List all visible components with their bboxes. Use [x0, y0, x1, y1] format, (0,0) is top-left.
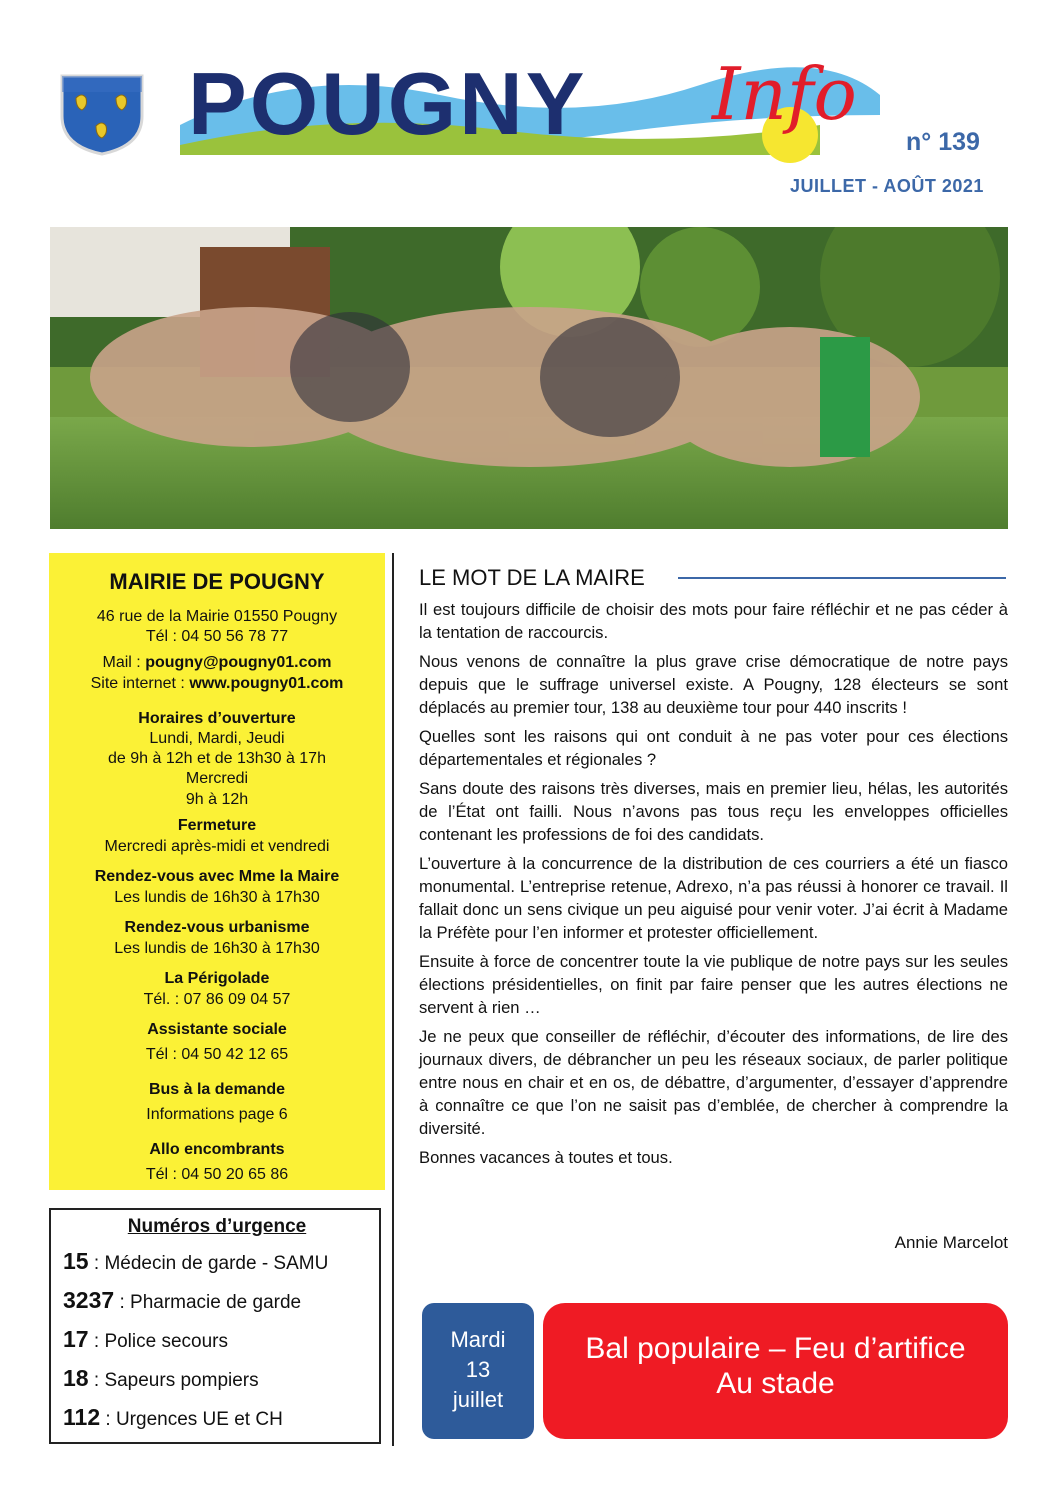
editorial-paragraph: Nous venons de connaître la plus grave crise démocratique de notre pays depuis que le suffrage universel existe. A Pougny, 128 électeurs se sont déplacés au premier tour, 138 au deuxième tour pour 440 inscrits ! — [419, 652, 1008, 717]
issue-number: n° 139 — [906, 128, 980, 156]
column-divider — [392, 553, 394, 1446]
emergency-item: 18 : Sapeurs pompiers — [63, 1365, 259, 1391]
bus-text: Informations page 6 — [146, 1106, 288, 1123]
heading-rule — [678, 577, 1006, 579]
horaires-hours: de 9h à 12h et de 13h30 à 17h — [108, 750, 326, 767]
emergency-item: 3237 : Pharmacie de garde — [63, 1287, 302, 1313]
emergency-numbers-box — [49, 1208, 381, 1444]
event-title — [543, 1331, 1008, 1401]
editorial-paragraph: Bonnes vacances à toutes et tous. — [419, 1148, 673, 1167]
assistante-phone: Tél : 04 50 42 12 65 — [145, 1046, 289, 1063]
editorial-paragraph: Quelles sont les raisons qui ont conduit à ne pas voter pour ces élections départementales et régionales ? — [419, 727, 1008, 769]
rdv-maire-text: Les lundis de 16h30 à 17h30 — [114, 889, 320, 906]
event-month: juillet — [452, 1387, 504, 1412]
horaires-title: Horaires d’ouverture — [138, 710, 296, 727]
group-photo — [50, 227, 1008, 529]
mairie-address: 46 rue de la Mairie 01550 Pougny — [96, 608, 338, 625]
issue-date: JUILLET - AOÛT 2021 — [790, 176, 984, 196]
rdv-maire-title: Rendez-vous avec Mme la Maire — [94, 868, 340, 885]
editorial-signature: Annie Marcelot — [894, 1233, 1008, 1252]
perigolade-title: La Périgolade — [164, 970, 270, 987]
editorial-heading: LE MOT DE LA MAIRE — [419, 565, 645, 590]
mairie-mail-line — [49, 653, 385, 673]
horaires-wednesday-hours: 9h à 12h — [185, 791, 249, 808]
rdv-urba-text: Les lundis de 16h30 à 17h30 — [114, 940, 320, 957]
emergency-item: 15 : Médecin de garde - SAMU — [63, 1248, 329, 1274]
fermeture-title: Fermeture — [177, 817, 257, 834]
rdv-urba-title: Rendez-vous urbanisme — [124, 919, 310, 936]
emergency-number: 18 — [63, 1365, 89, 1391]
horaires-wednesday: Mercredi — [185, 770, 249, 787]
assistante-title: Assistante sociale — [147, 1021, 287, 1038]
mairie-info-box — [49, 553, 385, 1190]
allo-title: Allo encombrants — [149, 1141, 285, 1158]
emergency-item: 17 : Police secours — [63, 1326, 228, 1352]
mail-link[interactable]: pougny@pougny01.com — [145, 654, 332, 671]
masthead-title: POUGNY — [188, 54, 588, 153]
emergency-label: Urgences UE et CH — [115, 1409, 283, 1430]
emergency-label: Police secours — [104, 1331, 228, 1352]
emergency-number: 3237 — [63, 1287, 115, 1313]
editorial-paragraph: Il est toujours difficile de choisir des mots pour faire réfléchir et ne pas céder à la tentation de raccourcis. — [419, 600, 1008, 642]
horaires-days: Lundi, Mardi, Jeudi — [149, 730, 285, 747]
emergency-number: 112 — [63, 1404, 101, 1430]
event-line-2: Au stade — [716, 1367, 835, 1400]
emergency-number: 15 — [63, 1248, 89, 1274]
perigolade-phone: Tél. : 07 86 09 04 57 — [143, 991, 291, 1008]
bus-title: Bus à la demande — [148, 1081, 286, 1098]
mairie-title: MAIRIE DE POUGNY — [109, 569, 325, 594]
mairie-phone: Tél : 04 50 56 78 77 — [145, 628, 289, 645]
mail-label: Mail : — [102, 654, 146, 671]
emergency-title: Numéros d’urgence — [127, 1216, 307, 1237]
fermeture-text: Mercredi après-midi et vendredi — [104, 838, 330, 855]
site-label: Site internet : — [90, 675, 190, 692]
emergency-item: 112 : Urgences UE et CH — [63, 1404, 283, 1430]
emergency-label: Sapeurs pompiers — [104, 1370, 259, 1391]
editorial-paragraph: Je ne peux que conseiller de réfléchir, d’écouter des informations, de lire des journaux divers, de débrancher un peu les réseaux sociaux, de parler politique entre nous en chair et en os, de débattre, d’argumenter, d’essayer d’apprendre à connaître ce que l’on ne saisit pas d’emblée, de chercher à comprendre la diversité. — [419, 1027, 1008, 1138]
site-link[interactable]: www.pougny01.com — [189, 675, 344, 692]
event-date-number: 13 — [465, 1357, 491, 1382]
event-line-1: Bal populaire – Feu d’artifice — [585, 1332, 966, 1365]
allo-phone: Tél : 04 50 20 65 86 — [145, 1166, 289, 1183]
coat-of-arms-icon — [58, 72, 146, 156]
event-day: Mardi — [450, 1327, 506, 1352]
editorial-paragraph: Sans doute des raisons très diverses, mais en premier lieu, hélas, les autorités de l’État ont failli. Nous n’avons pas tous reçu les enveloppes officielles contenant les professions de foi des candidats. — [419, 779, 1008, 844]
masthead-subtitle: Info — [712, 52, 857, 136]
editorial-body — [419, 598, 1008, 1175]
emergency-label: Médecin de garde - SAMU — [104, 1253, 329, 1274]
event-banner — [543, 1303, 1008, 1439]
mairie-site-line — [49, 674, 385, 694]
editorial-paragraph: L’ouverture à la concurrence de la distribution de ces courriers a été un fiasco monumental. L’entreprise retenue, Adrexo, n’a pas réussi à honorer ce travail. Il fallait donc un sens civique un peu aiguisé pour venir voter. J’ai écrit à Madame la Préfète pour l’en informer et protester officiellement. — [419, 854, 1008, 942]
emergency-label: Pharmacie de garde — [130, 1292, 302, 1313]
editorial-paragraph: Ensuite à force de concentrer toute la vie publique de notre pays sur les seules élections présidentielles, on finit par faire penser que les autres élections ne servent à rien … — [419, 952, 1008, 1017]
event-date-badge — [422, 1303, 534, 1439]
emergency-number: 17 — [63, 1326, 89, 1352]
